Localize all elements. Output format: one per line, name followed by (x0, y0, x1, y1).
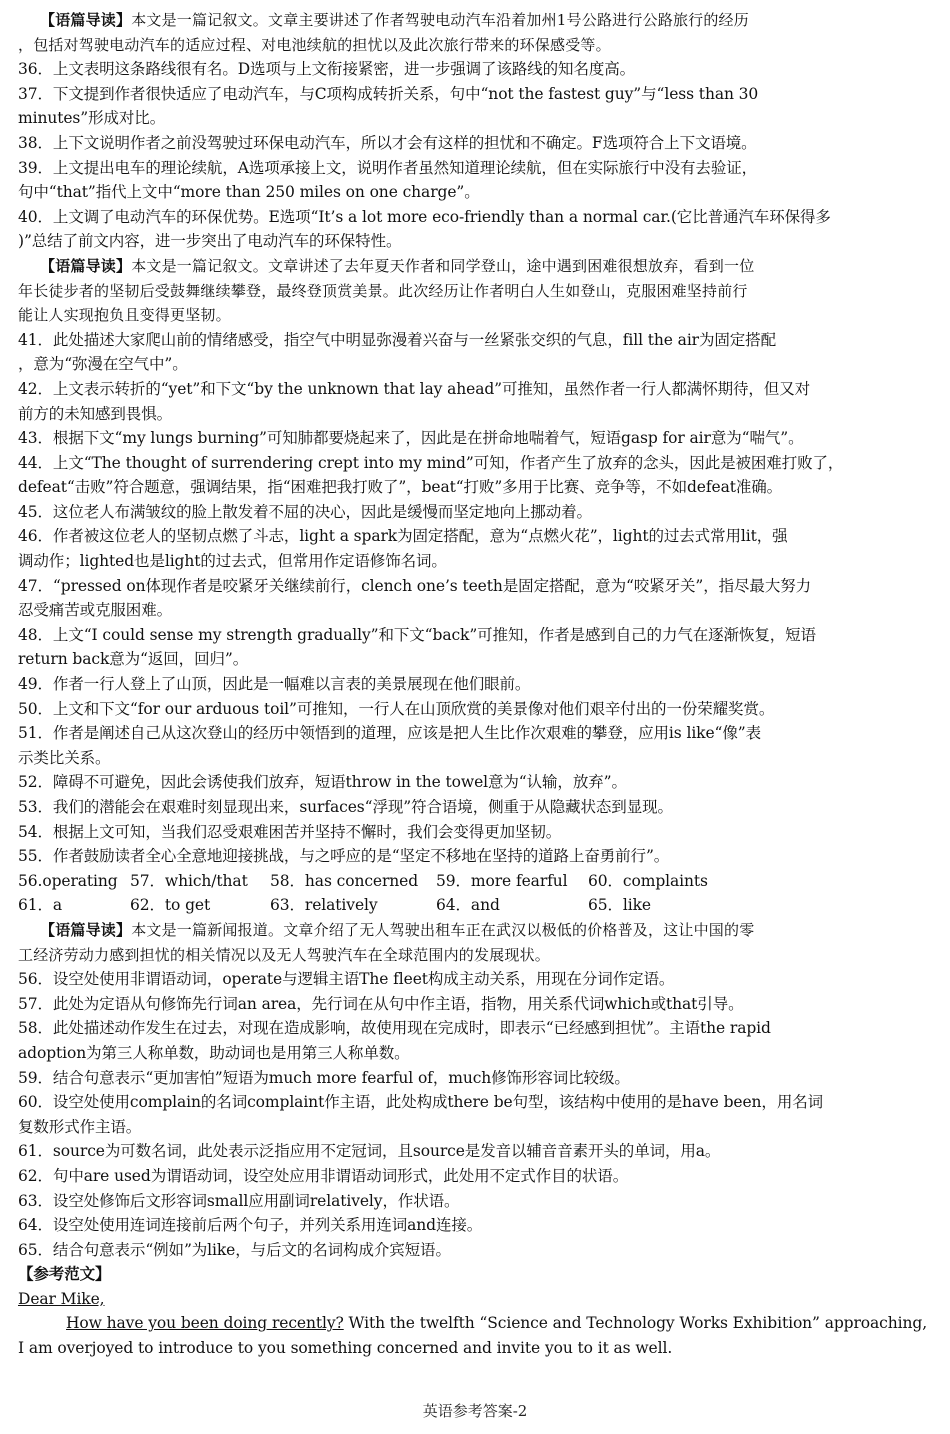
explanation-line: 调动作；lighted也是light的过去式，但常用作定语修饰名词。 (18, 552, 447, 571)
explanation-line: 59．结合句意表示“更加害怕”短语为much more fearful of，much修饰形容词比较级。 (18, 1068, 630, 1087)
explanation-line: 57．此处为定语从句修饰先行词an area，先行词在从句中作主语，指物，用关系代词which或that引导。 (18, 994, 744, 1013)
intro-line: 【语篇导读】本文是一篇记叙文。文章主要讲述了作者驾驶电动汽车沿着加州1号公路进行公路旅行的经历 (40, 11, 749, 29)
explanation-line: ，意为“弥漫在空气中”。 (18, 355, 188, 374)
explanation-line: 47．“pressed on体现作者是咬紧牙关继续前行，clench one’s teeth是固定搭配，意为“咬紧牙关”，指尽最大努力 (18, 576, 812, 595)
intro-line: 【语篇导读】本文是一篇记叙文。文章讲述了去年夏天作者和同学登山，途中遇到困难很想放弃，看到一位 (40, 256, 755, 275)
answer-item: 56.operating (18, 871, 118, 890)
essay-line: I am overjoyed to introduce to you something concerned and invite you to it as well. (18, 1339, 673, 1358)
answer-item: 63．relatively (270, 896, 378, 915)
intro-line: ，包括对驾驶电动汽车的适应过程、对电池续航的担忧以及此次旅行带来的环保感受等。 (18, 35, 611, 54)
answer-row (18, 893, 934, 918)
explanation-line: 示类比关系。 (18, 748, 111, 767)
essay-line: How have you been doing recently? With the twelfth “Science and Technology Works Exhibition” approaching, (66, 1314, 928, 1333)
answer-item: 62．to get (130, 896, 211, 915)
explanation-line: 43．根据下文“my lungs burning”可知肺都要烧起来了，因此是在拼命地喘着气，短语gasp for air意为“喘气”。 (18, 429, 804, 448)
explanation-line: defeat“击败”符合题意，强调结果，指“困难把我打败了”，beat“打败”多用于比赛、竞争等，不如defeat准确。 (18, 478, 783, 497)
explanation-line: 40．上文调了电动汽车的环保优势。E选项“It’s a lot more eco-friendly than a normal car.(它比普通汽车环保得多 (18, 207, 831, 226)
explanation-line: 36．上文表明这条路线很有名。D选项与上文衔接紧密，进一步强调了该路线的知名度高。 (18, 60, 636, 79)
section-1 (18, 8, 934, 254)
answer-item: 59．more fearful (436, 871, 568, 890)
explanation-line: 60．设空处使用complain的名词complaint作主语，此处构成there be句型，该结构中使用的是have been，用名词 (18, 1093, 824, 1112)
explanation-line: 49．作者一行人登上了山顶，因此是一幅难以言表的美景展现在他们眼前。 (18, 675, 531, 694)
explanation-line: return back意为“返回，回归”。 (18, 650, 249, 669)
answer-row (18, 869, 934, 894)
explanation-line: 56．设空处使用非谓语动词，operate与逻辑主语The fleet构成主动关系，用现在分词作定语。 (18, 970, 675, 989)
explanation-line: 64．设空处使用连词连接前后两个句子，并列关系用连词and连接。 (18, 1216, 483, 1235)
explanation-line: 41．此处描述大家爬山前的情绪感受，指空气中明显弥漫着兴奋与一丝紧张交织的气息，fill the air为固定搭配 (18, 330, 776, 349)
essay-underlined-sentence: How have you been doing recently? (66, 1314, 344, 1333)
answer-item: 58．has concerned (270, 871, 419, 890)
explanation-line: 55．作者鼓励读者全心全意地迎接挑战，与之呼应的是“坚定不移地在坚持的道路上奋勇前行”。 (18, 847, 670, 866)
explanation-line: 忍受痛苦或克服困难。 (18, 601, 173, 620)
explanation-line: 65．结合句意表示“例如”为like，与后文的名词构成介宾短语。 (18, 1240, 451, 1259)
explanation-line: 句中“that”指代上文中“more than 250 miles on one charge”。 (18, 183, 480, 202)
answer-item: 60．complaints (588, 871, 708, 890)
explanation-line: 前方的未知感到畏惧。 (18, 404, 173, 423)
answer-item: 65．like (588, 896, 652, 915)
explanation-line: 42．上文表示转折的“yet”和下文“by the unknown that lay ahead”可推知，虽然作者一行人都满怀期待，但又对 (18, 379, 810, 398)
intro-label: 【语篇导读】 (40, 920, 132, 939)
essay-label: 【参考范文】 (18, 1264, 111, 1284)
explanation-line: 44．上文“The thought of surrendering crept into my mind”可知，作者产生了放弃的念头，因此是被困难打败了， (18, 453, 844, 472)
explanation-line: adoption为第三人称单数，助动词也是用第三人称单数。 (18, 1043, 410, 1062)
intro-line: 能让人实现抱负且变得更坚韧。 (18, 306, 231, 325)
explanation-line: 58．此处描述动作发生在过去，对现在造成影响，故使用现在完成时，即表示“已经感到担忧”。主语the rapid (18, 1019, 771, 1038)
intro-label: 【语篇导读】 (40, 256, 132, 275)
intro-label: 【语篇导读】 (40, 11, 132, 29)
answer-item: 61．a (18, 896, 63, 915)
explanation-line: 37．下文提到作者很快适应了电动汽车，与C项构成转折关系，句中“not the fastest guy”与“less than 30 (18, 84, 759, 103)
explanation-line: 38．上下文说明作者之前没驾驶过环保电动汽车，所以才会有这样的担忧和不确定。F选项符合上下文语境。 (18, 133, 757, 152)
explanation-line: 54．根据上文可知，当我们忍受艰难困苦并坚持不懈时，我们会变得更加坚韧。 (18, 822, 562, 841)
explanation-line: 48．上文“I could sense my strength gradually”和下文“back”可推知，作者是感到自己的力气在逐渐恢复，短语 (18, 625, 816, 644)
intro-line: 年长徒步者的坚韧后受鼓舞继续攀登，最终登顶赏美景。此次经历让作者明白人生如登山，克服困难坚持前行 (18, 281, 748, 300)
explanation-line: 39．上文提出电车的理论续航，A选项承接上文，说明作者虽然知道理论续航，但在实际旅行中没有去验证， (18, 158, 758, 177)
explanation-line: 复数形式作主语。 (18, 1117, 142, 1136)
reference-essay (18, 1262, 934, 1360)
explanation-line: minutes”形成对比。 (18, 109, 166, 128)
explanation-line: 50．上文和下文“for our arduous toil”可推知，一行人在山顶欣赏的美景像对他们艰辛付出的一份荣耀奖赏。 (18, 699, 775, 718)
answer-key (18, 869, 934, 918)
explanation-line: )”总结了前文内容，进一步突出了电动汽车的环保特性。 (18, 232, 402, 251)
page-footer: 英语参考答案-2 (422, 1402, 528, 1420)
explanation-line: 53．我们的潜能会在艰难时刻显现出来，surfaces“浮现”符合语境，侧重于从隐藏状态到显现。 (18, 798, 673, 816)
answer-item: 64．and (436, 896, 500, 915)
section-2 (18, 254, 934, 869)
intro-line: 【语篇导读】本文是一篇新闻报道。文章介绍了无人驾驶出租车正在武汉以极低的价格普及，这让中国的零 (40, 920, 755, 939)
intro-line: 工经济劳动力感到担忧的相关情况以及无人驾驶汽车在全球范围内的发展现状。 (18, 945, 551, 964)
essay-greeting: Dear Mike, (18, 1289, 105, 1308)
explanation-line: 51．作者是阐述自己从这次登山的经历中领悟到的道理，应该是把人生比作次艰难的攀登，应用is like“像”表 (18, 724, 761, 743)
explanation-line: 52．障碍不可避免，因此会诱使我们放弃，短语throw in the towel意为“认输，放弃”。 (18, 773, 627, 792)
answer-item: 57．which/that (130, 871, 248, 890)
explanation-line: 62．句中are used为谓语动词，设空处应用非谓语动词形式，此处用不定式作目的状语。 (18, 1166, 629, 1185)
answer-page (18, 8, 934, 1361)
explanation-line: 46．作者被这位老人的坚韧点燃了斗志，light a spark为固定搭配，意为“点燃火花”，light的过去式常用lit，强 (18, 527, 788, 546)
explanation-line: 63．设空处修饰后文形容词small应用副词relatively，作状语。 (18, 1191, 460, 1210)
section-3 (18, 918, 934, 1262)
explanation-line: 45．这位老人布满皱纹的脸上散发着不屈的决心，因此是缓慢而坚定地向上挪动着。 (18, 502, 592, 521)
explanation-line: 61．source为可数名词，此处表示泛指应用不定冠词，且source是发音以辅音音素开头的单词，用a。 (18, 1142, 721, 1161)
